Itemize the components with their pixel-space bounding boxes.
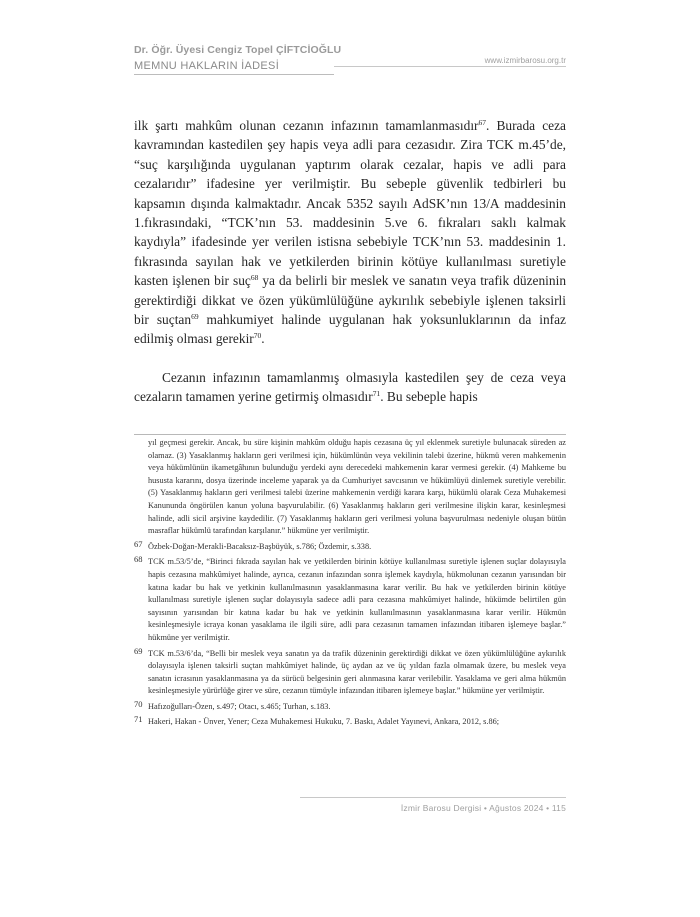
paragraph-2 — [134, 368, 566, 407]
paragraph-text: ilk şartı mahkûm olunan cezanın infazının tamamlanmasıdır — [134, 118, 479, 133]
paragraph-text: mahkumiyet halinde uygulanan hak yoksunluklarının da infaz edilmiş olması gerekir — [134, 312, 566, 347]
header-underline — [134, 74, 334, 75]
footnote-ref-69: 69 — [191, 312, 199, 322]
footnote-number: 71 — [134, 714, 143, 725]
paragraph-text: . — [261, 331, 265, 347]
footnote-71 — [134, 716, 566, 729]
footnote-continued — [134, 437, 566, 538]
footnote-70 — [134, 698, 566, 714]
footnote-text: yıl geçmesi gerekir. Ancak, bu süre kişinin mahkûm olduğu hapis cezasına üç yıl eklenmek suretiyle bulunacak süreden az olamaz. (3) Yasaklanmış hakların geri verilmesi için, hükümlünün veya vekilinin talebi üzerine, hükmü veren mahkemenin veya hükümlünün ikametgâhının bulunduğu yerdeki aynı derecedeki mahkemenin karar vermesi gerekir. (4) Mahkeme bu hususta kararını, dosya üzerinde inceleme yaparak ya da Cumhuriyet savcısının ve hükümlüyü dinlemek suretiyle verebilir. (5) Yasaklanmış hakların geri verilmesi talebi üzerine mahkemenin verdiği karara karşı, hükümlü olarak Ceza Muhakemesi Kanununda öngörülen kanun yoluna başvurulabilir. (6) Yasaklanmış hakların geri verilmesine ilişkin karar, kesinleşmesi halinde, adli sicil arşivine kaydedilir. (7) Yasaklanmış hakların geri verilmesi yoluna başvurulması nedeniyle oluşan bütün masraflar hükümlü tarafından karşılanır.” hükmüne yer verilmiştir. — [148, 438, 566, 536]
footnotes — [134, 437, 566, 732]
footnote-ref-70: 70 — [253, 331, 262, 341]
main-text — [134, 116, 566, 407]
footnote-ref-67: 67 — [478, 118, 486, 127]
footnote-number: 67 — [134, 538, 143, 549]
paragraph-text: Cezanın infazının tamamlanmış olmasıyla kastedilen şey de ceza veya cezaların tamamen yerine getirmiş olmasıdır — [134, 369, 566, 405]
footnote-number: 69 — [134, 645, 143, 656]
header-author: Dr. Öğr. Üyesi Cengiz Topel ÇİFTCİOĞLU — [134, 44, 342, 56]
footnote-number: 70 — [134, 698, 143, 709]
footnote-text: Hafızoğulları-Özen, s.497; Otacı, s.465; Turhan, s.183. — [148, 701, 331, 711]
header-article-title: MEMNU HAKLARIN İADESİ — [134, 60, 280, 72]
footnote-text: TCK m.53/6’da, “Belli bir meslek veya sanatın ya da trafik düzeninin gerektirdiği dikkat ve özen yükümlülüğüne aykırılık dolayısıyla işlenen taksirli suçtan mahkûmiyet halinde, üç aydan az ve üç yıldan fazla olmamak üzere, bu meslek veya sanatın icrasının yasaklanmasına ya da sürücü belgesinin geri alınmasına karar verilebilir. Yasaklama ve geri alma hükmün kesinleşmesiyle yürürlüğe girer ve süre, cezanın tümüyle infazından itibaren işlemeye başlar.” hükmüne yer verilmiştir. — [148, 648, 566, 696]
footnote-text: Hakeri, Hakan - Ünver, Yener; Ceza Muhakemesi Hukuku, 7. Baskı, Adalet Yayınevi, Ankara, 2012, s.86; — [148, 717, 500, 727]
footnote-ref-68: 68 — [250, 273, 259, 283]
header-url: www.izmirbarosu.org.tr — [484, 56, 566, 65]
footer-divider — [300, 797, 566, 798]
paragraph-text: ya da belirli bir meslek ve sanatın veya trafik düzeninin gerektirdiği dikkat ve özen yükümlülüğüne aykırılık sebebiyle işlenen taksirli bir suçtan — [134, 273, 567, 328]
footnote-number: 68 — [134, 554, 143, 565]
paragraph-1 — [134, 116, 566, 349]
footnote-69 — [134, 645, 566, 698]
footer-journal-info: İzmir Barosu Dergisi • Ağustos 2024 • 115 — [400, 803, 566, 813]
paragraph-text: . Burada ceza kavramından kastedilen şey hapis veya adli para cezasıdır. Zira TCK m.45’de, “suç karşılığında uygulanan yaptırım olarak cezalar, hapis ve adli para cezalarıdır” ifadesine yer verilmiştir. Bu sebeple güvenlik tedbirleri bu kapsamın dışında kalmaktadır. Ancak 5352 sayılı AdSK’nın 13/A maddesinin 1.fıkrasındaki, “TCK’nın 53. maddesinin 5.ve 6. fıkraları saklı kalmak kaydıyla” ifadesinde yer verilen istisna sebebiyle TCK’nın 53. maddesinin 1. fıkrasında sayılan hak ve yetkilerden birinin kötüye kullanılması suretiyle kasten işlenen bir suç — [134, 118, 566, 289]
footnote-ref-71: 71 — [372, 389, 381, 399]
header-divider — [334, 66, 566, 67]
footnote-text: TCK m.53/5’de, “Birinci fıkrada sayılan hak ve yetkilerden birinin kötüye kullanılması suretiyle işlenen suçlar dolayısıyla hapis cezasına mahkûmiyet halinde, ayrıca, cezanın infazından sonra işlemek kaydıyla, hükmolunan cezanın yarısından bir katına kadar bu hak ve yetkinin kullanılmasının yasaklanmasına karar verilir. Bu hak ve yetkilerden birinin kötüye kullanılması suretiyle işlenen suçlar dolayısıyla sadece adli para cezasına mahkûmiyet halinde, hükümde belirtilen gün sayısının yarısından bir katına kadar bu hak ve yetkinin kullanılmasının yasaklanmasına karar verilir. Hükmün kesinleşmesiyle icraya konan yasaklama ile ilgili süre, adli para cezasının tamamen infazından itibaren işlemeye başlar.” hükmüne yer verilmiştir. — [148, 557, 566, 642]
footnote-67 — [134, 538, 566, 554]
paragraph-text: . Bu sebeple hapis — [380, 389, 478, 405]
footnote-68 — [134, 556, 566, 644]
footnote-separator — [134, 434, 566, 435]
footnote-text: Özbek-Doğan-Merakli-Bacaksız-Başbüyük, s.786; Özdemir, s.338. — [148, 541, 372, 551]
